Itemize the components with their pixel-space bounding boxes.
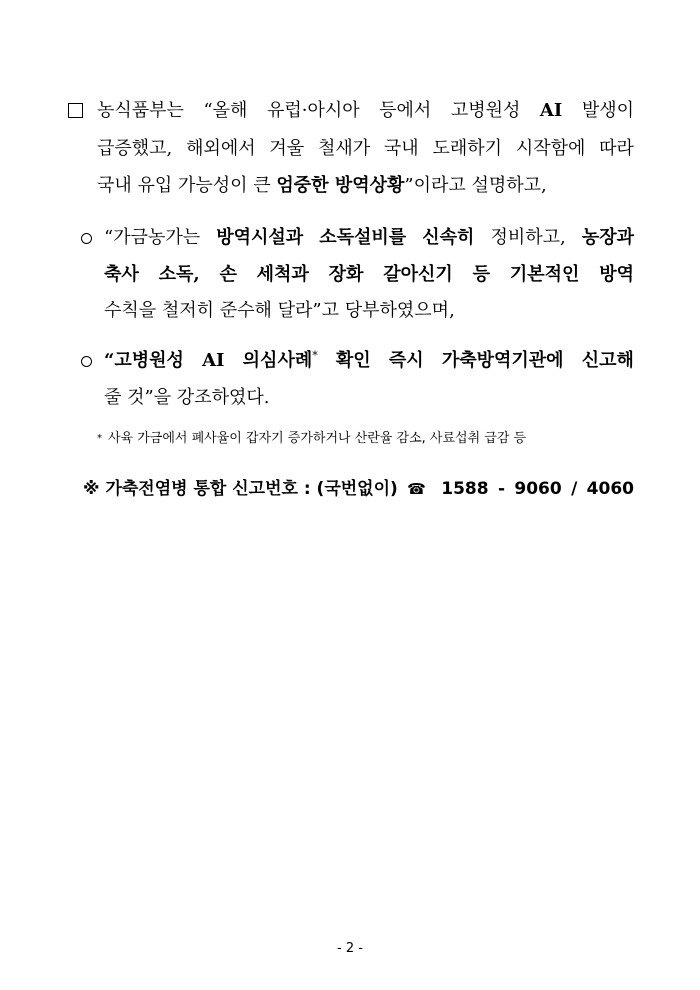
hotline-number: 1588 [441,479,489,499]
word: 등에서 [379,100,432,121]
word: “고병원성 [104,350,184,371]
hotline-separator: / [571,479,578,499]
word: 해외에서 [186,138,256,159]
hotline-number-group [407,477,432,501]
circle-bullet-icon [81,233,92,244]
word: 농식품부는 [97,100,184,121]
phrase [243,349,318,373]
text: ”이라고 설명하고, [404,175,547,196]
word: 철새가 [317,138,371,159]
hotline-label: ※ 가축전염병 통합 신고번호 : (국번없이) [83,479,398,499]
para2-line3 [104,299,455,323]
para1-line2 [97,137,634,161]
para3-line1 [104,349,634,373]
para1-line1 [97,99,634,123]
word: 갈아신기 [383,264,453,285]
footnote-mark: * [97,433,102,444]
footnote [97,430,526,448]
word: 장화 [328,264,364,285]
word: 시작함에 [515,138,586,159]
hotline-separator: - [497,479,505,499]
word: 국내 [383,138,419,159]
word: 고병원성 [450,100,521,121]
word: “가금농가는 [104,227,201,248]
hotline-number: 9060 [514,479,562,499]
para2-line1 [104,226,634,250]
text: 줄 것”을 강조하였다. [104,387,270,408]
word: 방역 [599,264,634,285]
word: 등 [472,264,490,285]
word: AI [539,100,563,121]
word: 손 [219,264,237,285]
square-bullet-icon [68,103,83,118]
word: 가축방역기관에 [441,350,564,371]
word: 방역시설과 [216,227,304,248]
word: 소독설비를 [319,227,407,248]
para2-line2 [104,263,634,287]
phrase [104,349,184,373]
word: 의심사례 [242,350,313,371]
emphasis-text: 엄중한 방역상황 [276,175,405,196]
word: 즉시 [388,350,424,371]
text: 수칙을 철저히 준수해 달라”고 당부하였으며, [104,300,455,321]
word: AI [202,350,225,371]
telephone-icon: ☎ [407,480,426,498]
word: “올해 [203,100,248,121]
word: 세척과 [256,264,309,285]
circle-bullet-icon [81,356,92,367]
word: 도래하기 [432,138,503,159]
word: 기본적인 [509,264,580,285]
word: 신속히 [422,227,475,248]
para3-line2 [104,386,269,410]
footnote-marker: * [312,349,318,362]
word: 따라 [599,138,634,159]
word: 신고해 [581,350,634,371]
footnote-text: 사육 가금에서 폐사율이 갑자기 증가하거나 산란율 감소, 사료섭취 급감 등 [108,431,527,446]
word: 확인 [335,350,371,371]
word: 발생이 [581,100,634,121]
word: 축사 [104,264,139,285]
hotline-number: 4060 [586,479,634,499]
word: 정비하고, [490,227,566,248]
word: 유럽·아시아 [266,100,360,121]
para1-line3 [97,174,547,198]
word: 소독, [158,264,200,285]
page-number: - 2 - [337,941,363,956]
word: 겨울 [269,138,305,159]
hotline-notice [83,477,634,501]
word: 농장과 [581,227,634,248]
text: 국내 유입 가능성이 큰 [97,175,277,196]
word: 급증했고, [97,138,173,159]
